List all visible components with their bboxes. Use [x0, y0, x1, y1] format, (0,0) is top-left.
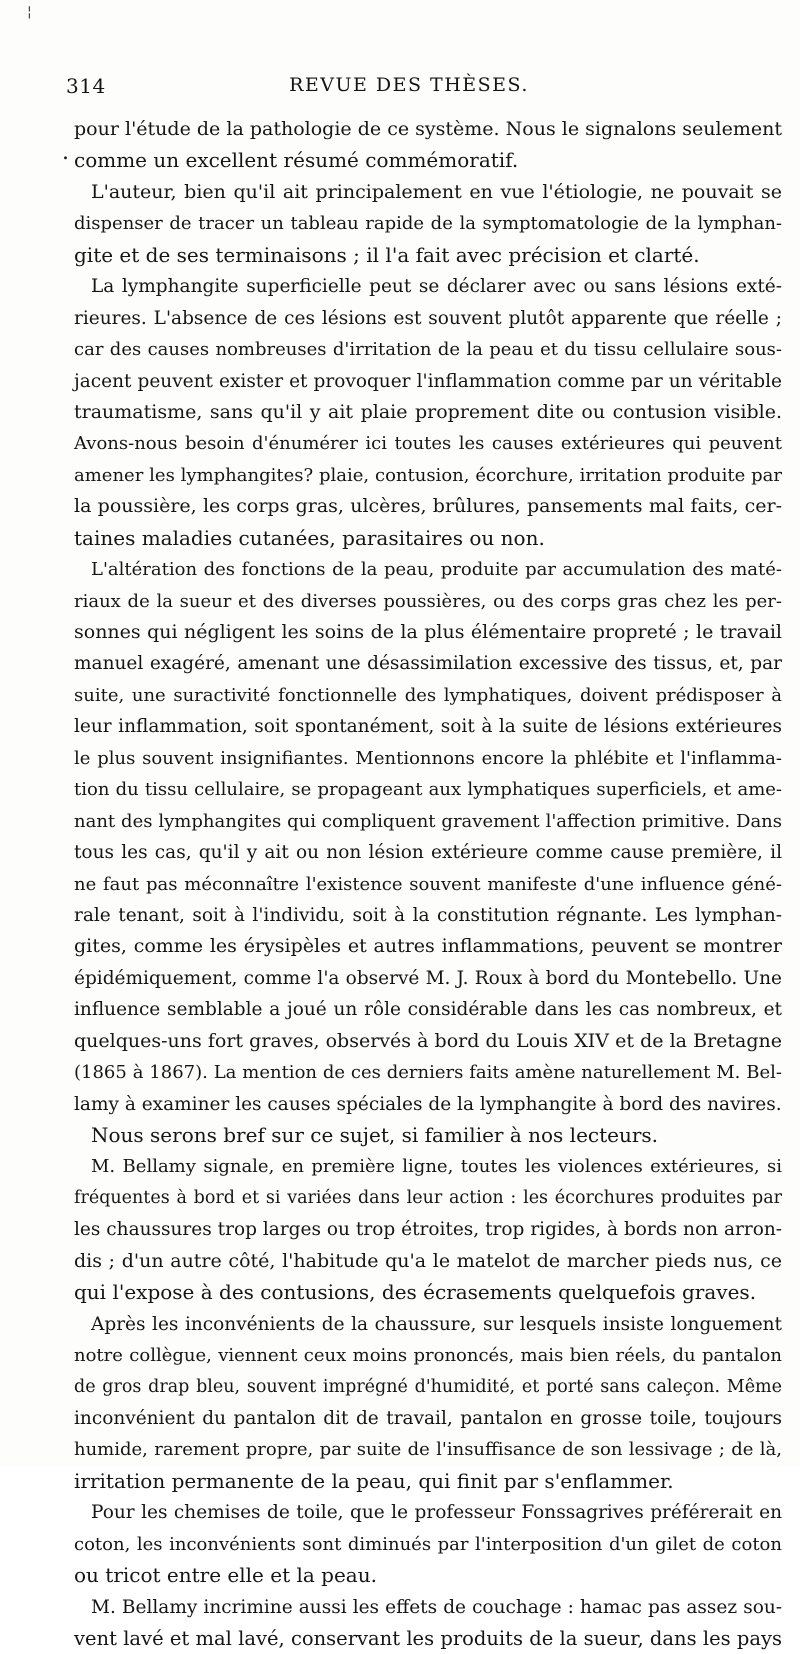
- text-line: ne faut pas méconnaître l'existence souvent manifeste d'une influence géné-: [74, 873, 782, 895]
- text-line: dis ; d'un autre côté, l'habitude qu'a le matelot de marcher pieds nus, ce: [74, 1249, 782, 1272]
- text-line: car des causes nombreuses d'irritation de la peau et du tissu cellulaire sous-: [74, 339, 782, 361]
- text-line: tion du tissu cellulaire, se propageant aux lymphatiques superficiels, et ame-: [74, 779, 782, 801]
- text-line: quelques-uns fort graves, observés à bord du Louis XIV et de la Bretagne: [74, 1029, 782, 1052]
- text-line: qui l'expose à des contusions, des écrasements quelquefois graves.: [74, 1280, 757, 1305]
- text-line: Avons-nous besoin d'énumérer ici toutes les causes extérieures qui peuvent: [74, 433, 782, 455]
- text-line: gites, comme les érysipèles et autres inflammations, peuvent se montrer: [74, 935, 782, 958]
- text-line: pour l'étude de la pathologie de ce système. Nous le signalons seulement: [74, 118, 782, 140]
- text-line: manuel exagéré, amenant une désassimilation excessive des tissus, et, par: [74, 653, 782, 675]
- text-line: Nous serons bref sur ce sujet, si familier à nos lecteurs.: [91, 1123, 659, 1147]
- text-line: comme un excellent résumé commémoratif.: [74, 148, 519, 173]
- text-line: coton, les inconvénients sont diminués par l'interposition d'un gilet de coton: [74, 1533, 782, 1555]
- running-head: REVUE DES THÈSES.: [289, 74, 529, 96]
- text-line: Après les inconvénients de la chaussure, sur lesquels insiste longuement: [91, 1313, 782, 1335]
- text-line: ou tricot entre elle et la peau.: [74, 1563, 377, 1588]
- text-line: Pour les chemises de toile, que le professeur Fonssagrives préférerait en: [91, 1502, 782, 1524]
- text-line: M. Bellamy incrimine aussi les effets de couchage : hamac pas assez sou-: [91, 1596, 782, 1618]
- text-line: humide, rarement propre, par suite de l'insuffisance de son lessivage ; de là,: [74, 1439, 782, 1461]
- text-line: rieures. L'absence de ces lésions est souvent plutôt apparente que réelle ;: [74, 307, 782, 329]
- text-line: fréquentes à bord et si variées dans leur action : les écorchures produites par: [74, 1187, 782, 1208]
- text-line: tous les cas, qu'il y ait ou non lésion extérieure comme cause première, il: [74, 842, 782, 864]
- body-text: [74, 114, 782, 1654]
- text-line: notre collègue, viennent ceux moins prononcés, mais bien réels, du pantalon: [74, 1345, 782, 1367]
- text-line: vent lavé et mal lavé, conservant les produits de la sueur, dans les pays: [74, 1627, 782, 1650]
- text-line: taines maladies cutanées, parasitaires ou non.: [74, 525, 545, 550]
- text-line: suite, une suractivité fonctionnelle des lymphatiques, doivent prédisposer à: [74, 684, 782, 706]
- text-line: rale tenant, soit à l'individu, soit à la constitution régnante. Les lymphan-: [74, 904, 782, 926]
- margin-mark: .: [62, 140, 69, 165]
- text-line: riaux de la sueur et des diverses poussières, ou des corps gras chez les per-: [74, 590, 782, 612]
- text-line: (1865 à 1867). La mention de ces derniers faits amène naturellement M. Bel-: [74, 1062, 782, 1084]
- text-line: La lymphangite superficielle peut se déclarer avec ou sans lésions exté-: [91, 276, 782, 298]
- text-line: irritation permanente de la peau, qui finit par s'enflammer.: [74, 1468, 674, 1493]
- text-line: épidémiquement, comme l'a observé M. J. Roux à bord du Montebello. Une: [74, 967, 782, 989]
- text-line: la poussière, les corps gras, ulcères, brûlures, pansements mal faits, cer-: [74, 495, 782, 518]
- page-number: 314: [66, 74, 106, 98]
- text-line: traumatisme, sans qu'il y ait plaie proprement dite ou contusion visible.: [74, 400, 782, 423]
- text-line: M. Bellamy signale, en première ligne, toutes les violences extérieures, si: [91, 1156, 782, 1178]
- text-line: sonnes qui négligent les soins de la plus élémentaire propreté ; le travail: [74, 621, 782, 643]
- text-line: inconvénient du pantalon dit de travail, pantalon en grosse toile, toujours: [74, 1407, 782, 1429]
- text-line: les chaussures trop larges ou trop étroites, trop rigides, à bords non arron-: [74, 1219, 782, 1241]
- text-line: jacent peuvent exister et provoquer l'inflammation comme par un véritable: [74, 370, 782, 392]
- text-line: nant des lymphangites qui compliquent gravement l'affection primitive. Dans: [74, 810, 782, 832]
- scan-artifact-mark: ¦: [27, 4, 32, 20]
- text-line: influence semblable a joué un rôle considérable dans les cas nombreux, et: [74, 999, 782, 1021]
- text-line: L'altération des fonctions de la peau, produite par accumulation des maté-: [91, 559, 782, 581]
- text-line: gite et de ses terminaisons ; il l'a fait avec précision et clarté.: [74, 242, 700, 267]
- text-line: de gros drap bleu, souvent imprégné d'humidité, et porté sans caleçon. Même: [74, 1376, 782, 1397]
- text-line: le plus souvent insignifiantes. Mentionnons encore la phlébite et l'inflamma-: [74, 747, 782, 769]
- text-line: L'auteur, bien qu'il ait principalement en vue l'étiologie, ne pouvait se: [91, 180, 782, 203]
- text-line: amener les lymphangites? plaie, contusion, écorchure, irritation produite par: [74, 464, 782, 486]
- text-line: leur inflammation, soit spontanément, soit à la suite de lésions extérieures: [74, 716, 782, 738]
- text-line: dispenser de tracer un tableau rapide de la symptomatologie de la lymphan-: [74, 213, 782, 235]
- text-line: lamy à examiner les causes spéciales de la lymphangite à bord des navires.: [74, 1093, 782, 1115]
